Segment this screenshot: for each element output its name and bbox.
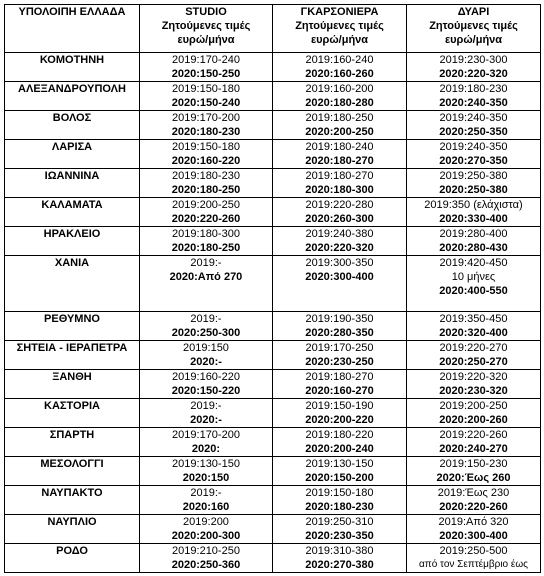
dyari-cell: 2019:240-350 2020:270-350 <box>407 140 541 169</box>
studio-cell: 2019:- 2020:- <box>140 399 273 428</box>
garsoniera-cell: 2019:170-250 2020:230-250 <box>273 341 407 370</box>
studio-cell: 2019:170-200 2020:180-230 <box>140 111 273 140</box>
table-row <box>5 399 541 428</box>
dyari-cell: 2019:180-230 2020:240-350 <box>407 82 541 111</box>
city-cell: ΜΕΣΟΛΟΓΓΙ <box>5 457 140 486</box>
studio-cell: 2019:200-250 2020:220-260 <box>140 198 273 227</box>
garsoniera-cell: 2019:180-250 2020:200-250 <box>273 111 407 140</box>
header-region: ΥΠΟΛΟΙΠΗ ΕΛΛΑΔΑ <box>5 5 140 53</box>
table-row <box>5 198 541 227</box>
studio-cell: 2019:160-220 2020:150-220 <box>140 370 273 399</box>
garsoniera-cell: 2019:150-190 2020:200-220 <box>273 399 407 428</box>
city-cell: ΙΩΑΝΝΙΝΑ <box>5 169 140 198</box>
header-dyari: ΔΥΑΡΙ Ζητούμενες τιμές ευρώ/μήνα <box>407 5 541 53</box>
garsoniera-cell: 2019:180-240 2020:180-270 <box>273 140 407 169</box>
header-row <box>5 5 541 53</box>
dyari-cell: 2019:220-260 2020:240-270 <box>407 428 541 457</box>
table-row <box>5 341 541 370</box>
dyari-cell: 2019:420-450 10 μήνες 2020:400-550 <box>407 256 541 312</box>
garsoniera-cell: 2019:160-200 2020:180-280 <box>273 82 407 111</box>
city-cell: ΑΛΕΞΑΝΔΡΟΥΠΟΛΗ <box>5 82 140 111</box>
garsoniera-cell: 2019:250-310 2020:230-350 <box>273 515 407 544</box>
dyari-cell: 2019:250-380 2020:250-380 <box>407 169 541 198</box>
header-garsoniera: ΓΚΑΡΣΟΝΙΕΡΑ Ζητούμενες τιμές ευρώ/μήνα <box>273 5 407 53</box>
city-cell: ΣΠΑΡΤΗ <box>5 428 140 457</box>
table-row <box>5 544 541 573</box>
dyari-cell: 2019:250-500 από τον Σεπτέμβριο έως <box>407 544 541 573</box>
city-cell: ΧΑΝΙΑ <box>5 256 140 312</box>
table-row <box>5 140 541 169</box>
dyari-cell: 2019:Έως 230 2020:220-260 <box>407 486 541 515</box>
city-cell: ΣΗΤΕΙΑ - ΙΕΡΑΠΕΤΡΑ <box>5 341 140 370</box>
city-cell: ΛΑΡΙΣΑ <box>5 140 140 169</box>
table-row <box>5 312 541 341</box>
header-studio: STUDIO Ζητούμενες τιμές ευρώ/μήνα <box>140 5 273 53</box>
garsoniera-cell: 2019:180-220 2020:200-240 <box>273 428 407 457</box>
studio-cell: 2019:180-300 2020:180-250 <box>140 227 273 256</box>
garsoniera-cell: 2019:300-350 2020:300-400 <box>273 256 407 312</box>
table-row <box>5 227 541 256</box>
garsoniera-cell: 2019:160-240 2020:160-260 <box>273 53 407 82</box>
rent-price-table <box>4 4 541 573</box>
garsoniera-cell: 2019:310-380 2020:270-380 <box>273 544 407 573</box>
table-row <box>5 53 541 82</box>
table-row <box>5 256 541 312</box>
dyari-cell: 2019:350-450 2020:320-400 <box>407 312 541 341</box>
dyari-cell: 2019:350 (ελάχιστα) 2020:330-400 <box>407 198 541 227</box>
studio-cell: 2019:200 2020:200-300 <box>140 515 273 544</box>
studio-cell: 2019:150-180 2020:150-240 <box>140 82 273 111</box>
studio-cell: 2019:- 2020:250-300 <box>140 312 273 341</box>
city-cell: ΚΑΣΤΟΡΙΑ <box>5 399 140 428</box>
dyari-cell: 2019:240-350 2020:250-350 <box>407 111 541 140</box>
rent-table-container <box>4 4 540 573</box>
studio-cell: 2019:- 2020:160 <box>140 486 273 515</box>
studio-cell: 2019:- 2020:Από 270 <box>140 256 273 312</box>
studio-cell: 2019:150 2020:- <box>140 341 273 370</box>
table-row <box>5 370 541 399</box>
studio-cell: 2019:180-230 2020:180-250 <box>140 169 273 198</box>
dyari-cell: 2019:Από 320 2020:300-400 <box>407 515 541 544</box>
garsoniera-cell: 2019:130-150 2020:150-200 <box>273 457 407 486</box>
table-row <box>5 457 541 486</box>
city-cell: ΡΟΔΟ <box>5 544 140 573</box>
dyari-cell: 2019:230-300 2020:220-320 <box>407 53 541 82</box>
city-cell: ΚΑΛΑΜΑΤΑ <box>5 198 140 227</box>
garsoniera-cell: 2019:180-270 2020:180-300 <box>273 169 407 198</box>
city-cell: ΝΑΥΠΛΙΟ <box>5 515 140 544</box>
studio-cell: 2019:210-250 2020:250-360 <box>140 544 273 573</box>
garsoniera-cell: 2019:240-380 2020:220-320 <box>273 227 407 256</box>
dyari-cell: 2019:200-250 2020:200-260 <box>407 399 541 428</box>
city-cell: ΡΕΘΥΜΝΟ <box>5 312 140 341</box>
table-row <box>5 486 541 515</box>
table-row <box>5 82 541 111</box>
garsoniera-cell: 2019:220-280 2020:260-300 <box>273 198 407 227</box>
studio-cell: 2019:170-200 2020: <box>140 428 273 457</box>
garsoniera-cell: 2019:150-180 2020:180-230 <box>273 486 407 515</box>
dyari-cell: 2019:150-230 2020:Έως 260 <box>407 457 541 486</box>
city-cell: ΞΑΝΘΗ <box>5 370 140 399</box>
garsoniera-cell: 2019:180-270 2020:160-270 <box>273 370 407 399</box>
table-row <box>5 428 541 457</box>
studio-cell: 2019:150-180 2020:160-220 <box>140 140 273 169</box>
table-row <box>5 515 541 544</box>
garsoniera-cell: 2019:190-350 2020:280-350 <box>273 312 407 341</box>
dyari-cell: 2019:280-400 2020:280-430 <box>407 227 541 256</box>
city-cell: ΚΟΜΟΤΗΝΗ <box>5 53 140 82</box>
dyari-cell: 2019:220-270 2020:250-270 <box>407 341 541 370</box>
studio-cell: 2019:130-150 2020:150 <box>140 457 273 486</box>
dyari-cell: 2019:220-320 2020:230-320 <box>407 370 541 399</box>
table-row <box>5 111 541 140</box>
city-cell: ΝΑΥΠΑΚΤΟ <box>5 486 140 515</box>
city-cell: ΒΟΛΟΣ <box>5 111 140 140</box>
table-row <box>5 169 541 198</box>
city-cell: ΗΡΑΚΛΕΙΟ <box>5 227 140 256</box>
studio-cell: 2019:170-240 2020:150-250 <box>140 53 273 82</box>
